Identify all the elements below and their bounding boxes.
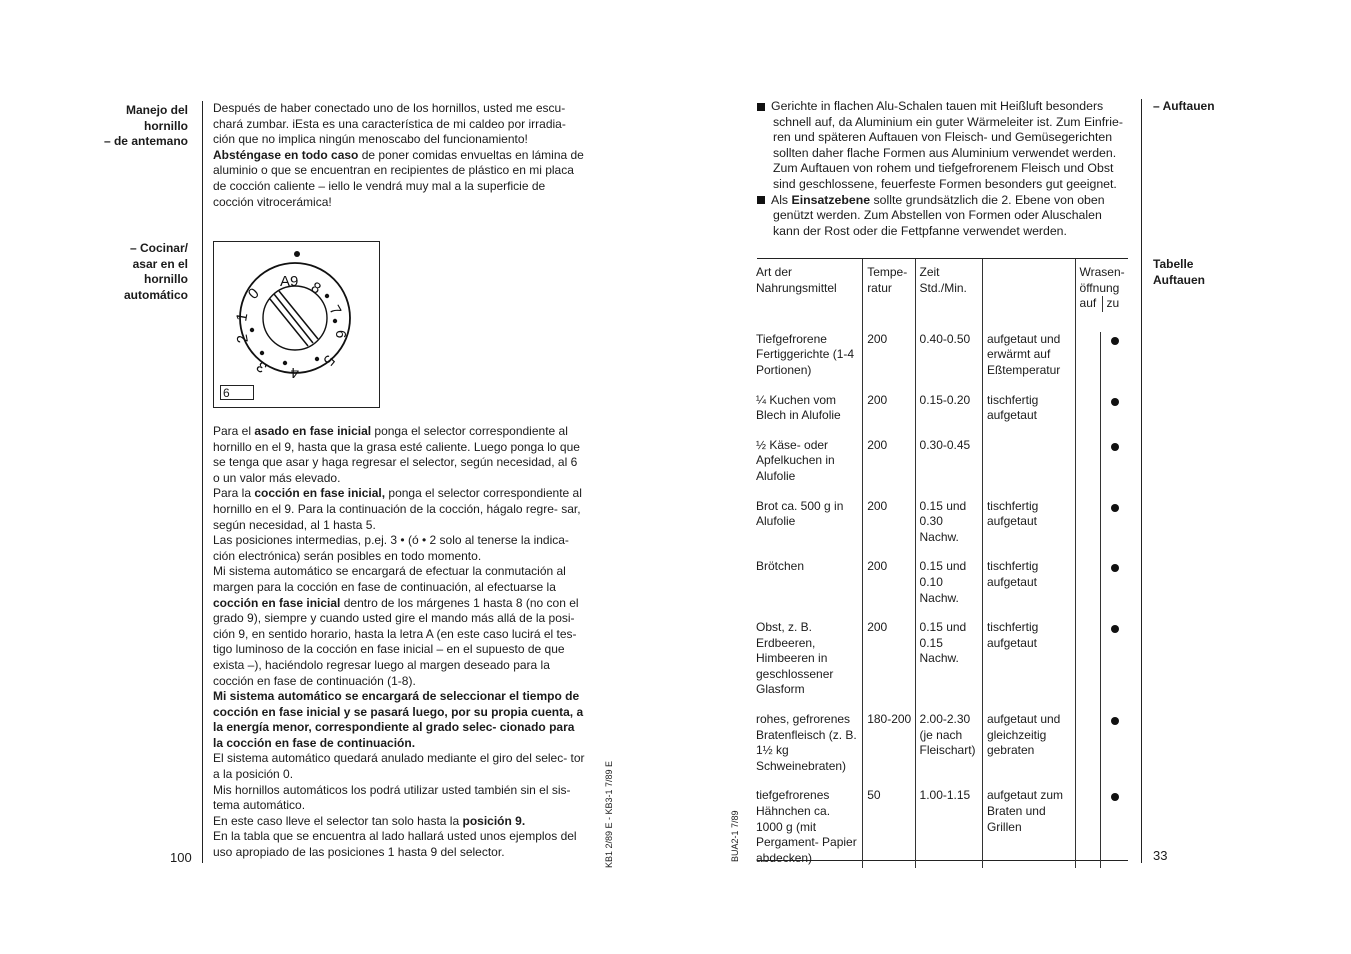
side-heading-manejo xyxy=(60,103,188,150)
cell-result: tischfertig aufgetaut xyxy=(982,393,1075,438)
bullet-item xyxy=(757,193,1129,240)
table-row xyxy=(752,393,1128,438)
cell-zu xyxy=(1100,620,1128,712)
print-code-right: BUA2-1 7/89 xyxy=(730,810,740,862)
text: Para la xyxy=(213,486,255,501)
table-header-row xyxy=(752,259,1128,332)
cell-auf xyxy=(1075,620,1100,712)
cell-auf xyxy=(1075,712,1100,788)
side-heading-line: – Cocinar/ xyxy=(129,241,188,255)
cell-auf xyxy=(1075,393,1100,438)
bullet-list xyxy=(757,99,1129,239)
filled-dot-icon xyxy=(1111,398,1119,406)
square-bullet-icon xyxy=(757,196,765,204)
right-margin-rule xyxy=(1141,99,1142,863)
cell-auf xyxy=(1075,438,1100,499)
dial-label: 6 xyxy=(332,330,349,339)
table-row xyxy=(752,620,1128,712)
cell-food: Brötchen xyxy=(756,559,805,574)
side-heading-line: hornillo xyxy=(144,272,188,286)
cell-result: tischfertig aufgetaut xyxy=(982,499,1075,560)
para-intro: Después de haber conectado uno de los hornillos, usted me escu- chará zumbar. iEsta es una característica de mi caldeo por irradia- ción que no implica ningún menoscabo del funcionamiento! xyxy=(213,101,566,147)
side-heading-line: Tabelle xyxy=(1153,257,1194,271)
cell-food: Obst, z. B. Erdbeeren, Himbeeren in geschlossener Glasform xyxy=(756,620,834,697)
cell-result xyxy=(982,438,1075,499)
text: En este caso lleve el selector tan solo hasta la xyxy=(213,813,463,828)
dial-label: 8 xyxy=(308,278,324,298)
cell-result: tischfertig aufgetaut xyxy=(982,620,1075,712)
text: de poner comidas envueltas en lámina de aluminio o que se encuentran en recipientes de plástico en mi placa de cocción caliente – iello le vendrá muy mal a la superficie de cocción vitrocerámica! xyxy=(213,147,584,209)
cell-food: tiefgefrorenes Hähnchen ca. 1000 g (mit Pergament- Papier abdecken) xyxy=(756,788,857,865)
figure-label: 6 xyxy=(220,385,254,400)
selector-dial-icon xyxy=(214,242,379,407)
page-number-right: 33 xyxy=(1153,848,1168,863)
bold-text: asado en fase inicial xyxy=(254,424,372,438)
dial-label: 5 xyxy=(319,351,338,369)
page-number-left: 100 xyxy=(170,850,192,865)
cell-auf xyxy=(1075,559,1100,620)
cell-time: 0.15-0.20 xyxy=(915,393,982,438)
cell-temp: 200 xyxy=(863,620,915,712)
header-temp: Tempe- ratur xyxy=(863,259,915,332)
bold-text: posición 9. xyxy=(462,813,526,828)
side-heading-cocinar xyxy=(60,241,188,303)
filled-dot-icon xyxy=(1111,443,1119,451)
text: Gerichte in flachen Alu-Schalen tauen mit Heißluft besonders schnell auf, da Aluminium ein guter Wärmeleiter ist. Zum Einfrie- ren und späteren Auftauen von Fleisch- und Gemüsegerichten sollten daher flache Formen aus Aluminium verwendet werden. Zum Auftauen von rohem und tiefgefrorenem Fleisch und Obst sind geschlossene, feuerfeste Formen besonders gut geeignet. xyxy=(771,99,1123,191)
side-heading-auftauen: – Auftauen xyxy=(1153,99,1215,113)
filled-dot-icon xyxy=(1111,504,1119,512)
intro-text xyxy=(213,101,585,210)
filled-dot-icon xyxy=(1111,337,1119,345)
header-vent-label: Wrasen- öffnung xyxy=(1079,265,1125,295)
header-auf: auf xyxy=(1079,296,1097,311)
body-text xyxy=(213,424,585,861)
cell-time: 0.15 und 0.15 Nachw. xyxy=(915,620,982,712)
print-code-left: KB1 2/89 E - KB3-1 7/89 E xyxy=(604,760,614,868)
side-heading-line: Auftauen xyxy=(1153,272,1205,287)
text: ponga el selector correspondiente al hornillo en el 9. Para la continuación de la cocción, hágalo regre- sar, según necesidad, al 1 hasta 5. xyxy=(213,486,582,532)
text: Para el xyxy=(213,424,255,438)
cell-auf xyxy=(1075,499,1100,560)
dial-label: 7 xyxy=(325,302,345,319)
para-coccion xyxy=(213,486,585,533)
header-vent-sub xyxy=(1080,296,1125,312)
bold-text: cocción en fase inicial xyxy=(213,595,341,610)
cell-auf xyxy=(1075,332,1100,393)
cell-food: Tiefgefrorene Fertiggerichte (1-4 Portionen) xyxy=(756,331,855,377)
cell-zu xyxy=(1100,393,1128,438)
table-row xyxy=(752,332,1128,393)
table-row xyxy=(752,499,1128,560)
para-anulado: El sistema automático quedará anulado mediante el giro del selec- tor a la posición 0. xyxy=(213,751,585,782)
header-zu: zu xyxy=(1102,296,1120,312)
dial-label: 0 xyxy=(244,284,263,303)
text: sollte grundsätzlich die 2. Ebene von oben genützt werden. Zum Abstellen von Formen oder Aluschalen kann der Rost oder die Fettpfanne verwendet werden. xyxy=(773,192,1105,238)
para-bold-sistema: Mi sistema automático se encargará de seleccionar el tiempo de cocción en fase inicial y se pasará luego, por su propia cuenta, a la energía menor, correspondiente al grado selec- cionado para la cocción en fase de continuación. xyxy=(213,689,584,750)
side-heading-line: asar en el xyxy=(132,256,188,271)
table-row xyxy=(752,559,1128,620)
cell-zu xyxy=(1100,788,1128,868)
dial-figure xyxy=(213,241,380,408)
header-result xyxy=(982,259,1075,332)
para-tabla: En la tabla que se encuentra al lado hallará usted unos ejemplos del uso apropiado de las posiciones 1 hasta 9 del selector. xyxy=(213,829,577,860)
cell-time: 0.15 und 0.30 Nachw. xyxy=(915,499,982,560)
filled-dot-icon xyxy=(1111,625,1119,633)
para-sistema xyxy=(213,564,585,689)
side-heading-line: – de antemano xyxy=(103,134,188,148)
cell-food: Brot ca. 500 g in Alufolie xyxy=(756,498,844,529)
side-heading-line: automático xyxy=(123,287,188,302)
cell-zu xyxy=(1100,438,1128,499)
cell-food: ¼ Kuchen vom Blech in Alufolie xyxy=(756,392,841,423)
cell-time: 0.40-0.50 xyxy=(915,332,982,393)
cell-temp: 200 xyxy=(863,559,915,620)
cell-food: rohes, gefrorenes Bratenfleisch (z. B. 1½ kg Schweinebraten) xyxy=(756,712,857,773)
square-bullet-icon xyxy=(757,103,765,111)
left-margin-rule xyxy=(202,101,203,863)
bold-text: Absténgase en todo caso xyxy=(213,147,359,162)
table-row xyxy=(752,712,1128,788)
para-intermedias: Las posiciones intermedias, p.ej. 3 • (ó • 2 solo al tenerse la indica- ción electrónica) serán posibles en todo momento. xyxy=(213,533,569,563)
text: ponga el selector correspondiente al hornillo en el 9, hasta que la grasa esté caliente. Luego ponga lo que se tenga que asar y haga regresar el selector, según necesidad, al 6 o un valor más elevado. xyxy=(213,424,580,485)
cell-temp: 200 xyxy=(863,499,915,560)
defrost-table xyxy=(752,259,1128,868)
dial-label: 2 xyxy=(233,333,252,345)
text: Als xyxy=(771,192,792,207)
cell-zu xyxy=(1100,712,1128,788)
header-vent xyxy=(1075,259,1128,332)
cell-time: 2.00-2.30 (je nach Fleischart) xyxy=(915,712,982,788)
cell-temp: 200 xyxy=(863,332,915,393)
cell-food: ½ Käse- oder Apfelkuchen in Alufolie xyxy=(756,437,835,483)
filled-dot-icon xyxy=(1111,564,1119,572)
cell-temp: 200 xyxy=(863,393,915,438)
table-row xyxy=(752,788,1128,868)
cell-time: 0.15 und 0.10 Nachw. xyxy=(915,559,982,620)
cell-temp: 50 xyxy=(863,788,915,868)
cell-zu xyxy=(1100,332,1128,393)
para-posicion xyxy=(213,814,585,830)
side-heading-line: Manejo del xyxy=(125,103,188,117)
side-heading-tabelle xyxy=(1153,257,1205,288)
para-asado xyxy=(213,424,585,486)
para-warning xyxy=(213,148,585,210)
filled-dot-icon xyxy=(1111,793,1119,801)
table-row xyxy=(752,438,1128,499)
bold-text: cocción en fase inicial, xyxy=(254,486,386,501)
cell-time: 1.00-1.15 xyxy=(915,788,982,868)
filled-dot-icon xyxy=(1111,717,1119,725)
text: dentro de los márgenes 1 hasta 8 (no con el grado 9), siempre y cuando usted gire el mando más allá de la posi- ción 9, en sentido horario, hasta la letra A (en este caso lucirá el tes- tigo luminoso de la cocción en fase inicial – en el supuesto de que exista –), haciéndolo regresar luego al margen deseado para la cocción en fase de continuación (1-8). xyxy=(213,595,579,688)
bullet-item xyxy=(757,99,1129,193)
header-food: Art der Nahrungsmittel xyxy=(756,265,837,295)
cell-time: 0.30-0.45 xyxy=(915,438,982,499)
cell-result: aufgetaut und erwärmt auf Eßtemperatur xyxy=(982,332,1075,393)
dial-label: 3 xyxy=(253,357,271,376)
cell-result: aufgetaut und gleichzeitig gebraten xyxy=(982,712,1075,788)
cell-zu xyxy=(1100,559,1128,620)
header-time: Zeit Std./Min. xyxy=(915,259,982,332)
cell-result: aufgetaut zum Braten und Grillen xyxy=(982,788,1075,868)
cell-zu xyxy=(1100,499,1128,560)
dial-label: 4 xyxy=(290,364,299,381)
dial-label: A9 xyxy=(280,273,299,290)
para-sin-sistema: Mis hornillos automáticos los podrá utilizar usted también sin el sis- tema automático. xyxy=(213,782,571,813)
bold-text: Einsatzebene xyxy=(791,192,871,207)
cell-temp: 180-200 xyxy=(863,712,915,788)
cell-temp: 200 xyxy=(863,438,915,499)
cell-result: tischfertig aufgetaut xyxy=(982,559,1075,620)
side-heading-line: hornillo xyxy=(144,118,188,133)
cell-auf xyxy=(1075,788,1100,868)
dial-label: 1 xyxy=(233,311,252,323)
text: Mi sistema automático se encargará de efectuar la conmutación al margen para la cocción en fase de continuación, al efectuarse la xyxy=(213,564,566,594)
